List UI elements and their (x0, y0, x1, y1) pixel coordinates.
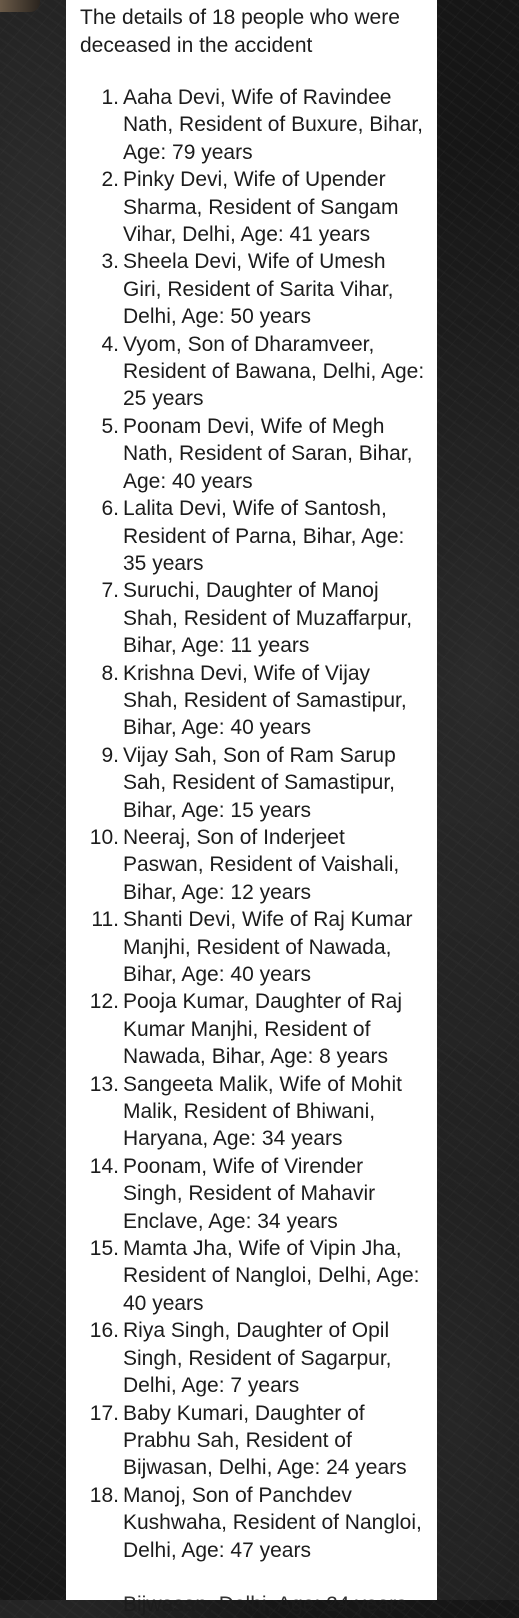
item-number: 6. (101, 497, 119, 521)
list-item (66, 988, 437, 1070)
item-text: Krishna Devi, Wife of Vijay Shah, Resident of Samastipur, Bihar, Age: 40 years (123, 661, 407, 740)
list-item (66, 495, 437, 577)
item-number: 17. (89, 1401, 119, 1425)
page-title: The details of 18 people who were deceased in the accident (80, 6, 400, 57)
item-text: Pinky Devi, Wife of Upender Sharma, Resident of Sangam Vihar, Delhi, Age: 41 years (123, 168, 399, 247)
deceased-list (66, 84, 437, 1564)
item-number: 16. (89, 1319, 119, 1343)
item-number: 2. (101, 168, 119, 192)
item-text: Poonam, Wife of Virender Singh, Resident of Mahavir Enclave, Age: 34 years (123, 1154, 376, 1233)
item-number: 12. (89, 990, 119, 1014)
list-item (66, 660, 437, 742)
item-number: 11. (91, 908, 119, 932)
item-text: Baby Kumari, Daughter of Prabhu Sah, Resident of Bijwasan, Delhi, Age: 24 years (123, 1401, 407, 1480)
item-text: Neeraj, Son of Inderjeet Paswan, Resident of Vaishali, Bihar, Age: 12 years (123, 825, 400, 904)
item-text: Pooja Kumar, Daughter of Raj Kumar Manjhi, Resident of Nawada, Bihar, Age: 8 years (123, 990, 402, 1069)
item-number: 7. (101, 579, 119, 603)
item-number: 8. (101, 661, 119, 685)
background-photo-corner (0, 0, 40, 12)
message-card (66, 0, 437, 1616)
item-number: 13. (89, 1072, 119, 1096)
list-item (66, 1235, 437, 1317)
list-item (66, 577, 437, 659)
item-text: Lalita Devi, Wife of Santosh, Resident of Parna, Bihar, Age: 35 years (123, 497, 405, 575)
item-text: Manoj, Son of Panchdev Kushwaha, Resident of Nangloi, Delhi, Age: 47 years (123, 1483, 422, 1562)
item-number: 9. (101, 743, 119, 767)
item-number: 1. (101, 86, 119, 109)
item-text: Suruchi, Daughter of Manoj Shah, Resident of Muzaffarpur, Bihar, Age: 11 years (123, 579, 413, 658)
list-item (66, 248, 437, 330)
list-item (66, 906, 437, 988)
item-number: 15. (89, 1237, 119, 1261)
list-item (66, 84, 437, 166)
list-item (66, 824, 437, 906)
item-number: 10. (89, 825, 119, 849)
list-item (66, 1400, 437, 1482)
list-item (66, 1482, 437, 1564)
item-text: Poonam Devi, Wife of Megh Nath, Resident of Saran, Bihar, Age: 40 years (123, 414, 413, 493)
item-text: Mamta Jha, Wife of Vipin Jha, Resident of Nangloi, Delhi, Age: 40 years (123, 1237, 420, 1315)
list-item (66, 413, 437, 495)
item-text: Vijay Sah, Son of Ram Sarup Sah, Resident of Samastipur, Bihar, Age: 15 years (123, 743, 396, 822)
item-number: 3. (101, 250, 119, 274)
item-text: Vyom, Son of Dharamveer, Resident of Bawana, Delhi, Age: 25 years (123, 332, 425, 411)
list-item (66, 1153, 437, 1235)
list-item (66, 742, 437, 824)
list-item (66, 331, 437, 413)
item-text: Sangeeta Malik, Wife of Mohit Malik, Resident of Bhiwani, Haryana, Age: 34 years (123, 1072, 402, 1151)
item-number: 4. (101, 332, 119, 356)
overlapping-text-fragment: Bijwasan, Delhi, Age: 24 years (123, 1593, 407, 1616)
item-text: Riya Singh, Daughter of Opil Singh, Resident of Sagarpur, Delhi, Age: 7 years (123, 1319, 392, 1398)
item-number: 14. (89, 1154, 119, 1178)
item-text: Shanti Devi, Wife of Raj Kumar Manjhi, Resident of Nawada, Bihar, Age: 40 years (123, 908, 413, 986)
item-text: Sheela Devi, Wife of Umesh Giri, Resident of Sarita Vihar, Delhi, Age: 50 years (123, 250, 394, 329)
list-item (66, 1317, 437, 1399)
list-item (66, 1071, 437, 1153)
item-text: Aaha Devi, Wife of Ravindee Nath, Resident of Buxure, Bihar, Age: 79 years (123, 86, 423, 164)
list-item (66, 166, 437, 248)
item-number: 5. (101, 414, 119, 438)
item-number: 18. (89, 1483, 119, 1507)
